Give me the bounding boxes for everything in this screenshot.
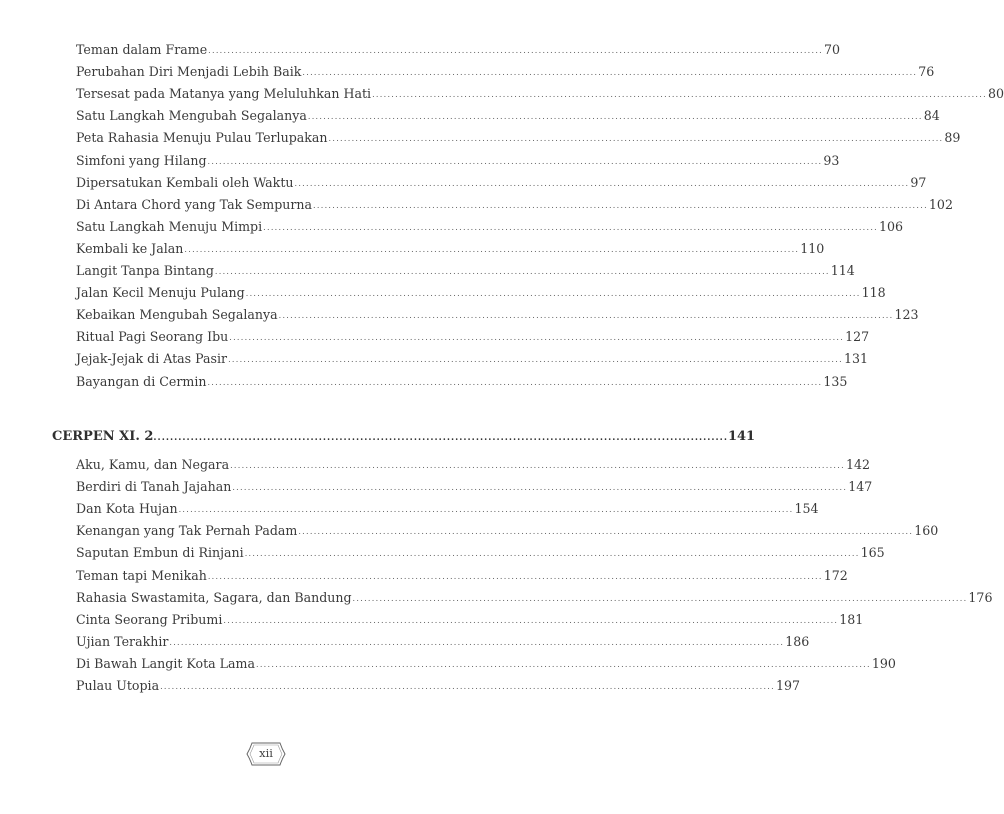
section-heading-title: CERPEN XI. 2 <box>52 429 154 444</box>
toc-entry-title: Berdiri di Tanah Jajahan <box>76 479 232 495</box>
dot-leader: ................................................................................................................................................................ <box>228 355 843 365</box>
toc-entry-page: 135 <box>823 373 848 389</box>
toc-entry <box>76 303 919 323</box>
toc-entry <box>76 38 841 58</box>
toc-entry <box>76 564 848 584</box>
toc-entry-page: 127 <box>845 329 870 345</box>
toc-entry-page: 114 <box>830 263 855 278</box>
toc-entry-page: 80 <box>987 86 1004 102</box>
toc-entry-title: Simfoni yang Hilang <box>76 152 207 168</box>
toc-entry <box>76 193 953 213</box>
toc-entry-page: 89 <box>944 130 961 146</box>
dot-leader: ................................................................................................................................................................ <box>208 46 824 55</box>
toc-entry-title: Cinta Seorang Pribumi <box>76 611 223 627</box>
dot-leader: ........................................................................................................................................... <box>153 433 728 443</box>
dot-leader: ................................................................................................................................................................ <box>255 659 871 669</box>
toc-entry <box>76 586 993 606</box>
dot-leader: ................................................................................................................................................................ <box>372 90 987 100</box>
toc-entry-page: 147 <box>848 479 873 495</box>
toc-entry-title: Saputan Embun di Rinjani <box>76 545 244 561</box>
dot-leader: ................................................................................................................................................................ <box>229 333 845 343</box>
toc-entry-title: Perubahan Diri Menjadi Lebih Baik <box>76 64 302 80</box>
dot-leader: ................................................................................................................................................................ <box>263 222 879 232</box>
toc-entry-title: Aku, Kamu, dan Negara <box>76 457 230 472</box>
dot-leader: ................................................................................................................................................................ <box>298 527 914 537</box>
dot-leader: ................................................................................................................................................................ <box>313 200 928 210</box>
toc-entry-title: Teman tapi Menikah <box>76 567 207 583</box>
toc-entry <box>76 370 848 390</box>
section-heading-page: 141 <box>727 429 756 444</box>
toc-entry-title: Satu Langkah Menuju Mimpi <box>76 218 263 234</box>
toc-entry-title: Teman dalam Frame <box>76 42 208 57</box>
toc-entry-title: Rahasia Swastamita, Sagara, dan Bandung <box>76 589 352 605</box>
toc-entry-title: Satu Langkah Mengubah Segalanya <box>76 108 307 124</box>
toc-entry-title: Pulau Utopia <box>76 678 160 693</box>
dot-leader: ................................................................................................................................................................ <box>328 134 944 144</box>
toc-entry-page: 160 <box>914 523 939 539</box>
dot-leader: ................................................................................................................................................................ <box>244 549 860 559</box>
dot-leader: ................................................................................................................................................................ <box>214 267 830 276</box>
toc-entry-title: Kebaikan Mengubah Segalanya <box>76 307 278 323</box>
page-number-frame <box>246 741 286 767</box>
dot-leader: ................................................................................................................................................................ <box>302 68 918 78</box>
toc-entry-title: Ujian Terakhir <box>76 633 169 649</box>
toc-entry <box>76 259 855 279</box>
dot-leader: ................................................................................................................................................................ <box>230 461 845 470</box>
toc-entry-title: Dipersatukan Kembali oleh Waktu <box>76 174 294 190</box>
dot-leader: ................................................................................................................................................................ <box>169 637 785 647</box>
toc-entry <box>76 541 885 561</box>
toc-entry-page: 172 <box>823 567 848 583</box>
toc-entry-page: 106 <box>879 218 904 234</box>
dot-leader: ................................................................................................................................................................ <box>223 615 839 625</box>
dot-leader: ................................................................................................................................................................ <box>307 112 923 122</box>
toc-entry-title: Di Bawah Langit Kota Lama <box>76 655 255 671</box>
toc-entry-title: Kenangan yang Tak Pernah Padam <box>76 523 298 539</box>
toc-entry-title: Di Antara Chord yang Tak Sempurna <box>76 196 313 212</box>
toc-entry <box>76 347 868 367</box>
toc-entry <box>76 608 864 628</box>
toc-entry-page: 123 <box>894 307 919 323</box>
dot-leader: ................................................................................................................................................................ <box>184 244 800 254</box>
toc-entry-title: Peta Rahasia Menuju Pulau Terlupakan <box>76 130 328 146</box>
toc-entry <box>76 82 1004 102</box>
toc-entry <box>76 325 870 345</box>
toc-entry <box>76 215 904 235</box>
toc-entry-title: Bayangan di Cermin <box>76 373 207 389</box>
toc-entry-page: 76 <box>918 64 935 80</box>
dot-leader: ................................................................................................................................................................ <box>207 156 823 166</box>
toc-entry <box>76 652 896 672</box>
toc-entry <box>76 519 939 539</box>
toc-entry-page: 176 <box>968 589 993 605</box>
page-number: xii <box>259 746 273 760</box>
toc-entry-page: 154 <box>794 501 819 517</box>
toc-entry <box>76 60 935 80</box>
dot-leader: ................................................................................................................................................................ <box>294 178 910 188</box>
toc-entry-page: 93 <box>823 152 840 168</box>
toc-entry-title: Langit Tanpa Bintang <box>76 263 214 278</box>
toc-entry <box>76 104 940 124</box>
section-heading <box>52 423 756 445</box>
dot-leader: ................................................................................................................................................................ <box>178 505 794 515</box>
toc-entry <box>76 149 840 169</box>
dot-leader: ................................................................................................................................................................ <box>278 311 894 321</box>
toc-entry-page: 190 <box>871 655 896 671</box>
toc-entry-page: 142 <box>845 457 870 472</box>
dot-leader: ................................................................................................................................................................ <box>160 682 775 691</box>
toc-entry <box>76 674 801 694</box>
toc-entry-title: Jalan Kecil Menuju Pulang <box>76 285 245 301</box>
toc-entry-page: 181 <box>839 611 864 627</box>
toc-entry-page: 110 <box>800 240 825 256</box>
dot-leader: ................................................................................................................................................................ <box>232 483 848 493</box>
toc-entry-page: 102 <box>928 196 953 212</box>
toc-entry <box>76 237 825 257</box>
toc-entry <box>76 630 810 650</box>
toc-entry-title: Ritual Pagi Seorang Ibu <box>76 329 229 345</box>
toc-entry-title: Jejak-Jejak di Atas Pasir <box>76 351 228 367</box>
toc-entry-page: 165 <box>860 545 885 561</box>
dot-leader: ................................................................................................................................................................ <box>207 377 823 387</box>
toc-entry-title: Kembali ke Jalan <box>76 240 184 256</box>
toc-entry <box>76 453 870 473</box>
toc-entry-title: Tersesat pada Matanya yang Meluluhkan Hati <box>76 86 372 102</box>
toc-entry-page: 84 <box>923 108 940 124</box>
toc-entry-title: Dan Kota Hujan <box>76 501 178 517</box>
toc-entry-page: 197 <box>775 678 801 693</box>
toc-entry <box>76 281 886 301</box>
toc-entry-page: 97 <box>910 174 927 190</box>
toc-entry-page: 186 <box>785 633 810 649</box>
dot-leader: ................................................................................................................................................................ <box>352 593 968 603</box>
toc-entry-page: 118 <box>861 285 886 301</box>
toc-entry <box>76 497 819 517</box>
dot-leader: ................................................................................................................................................................ <box>207 571 823 581</box>
toc-entry <box>76 475 873 495</box>
dot-leader: ................................................................................................................................................................ <box>245 289 861 299</box>
toc-entry <box>76 171 927 191</box>
toc-entry <box>76 126 961 146</box>
toc-entry-page: 131 <box>843 351 868 367</box>
toc-entry-page: 70 <box>824 42 841 57</box>
